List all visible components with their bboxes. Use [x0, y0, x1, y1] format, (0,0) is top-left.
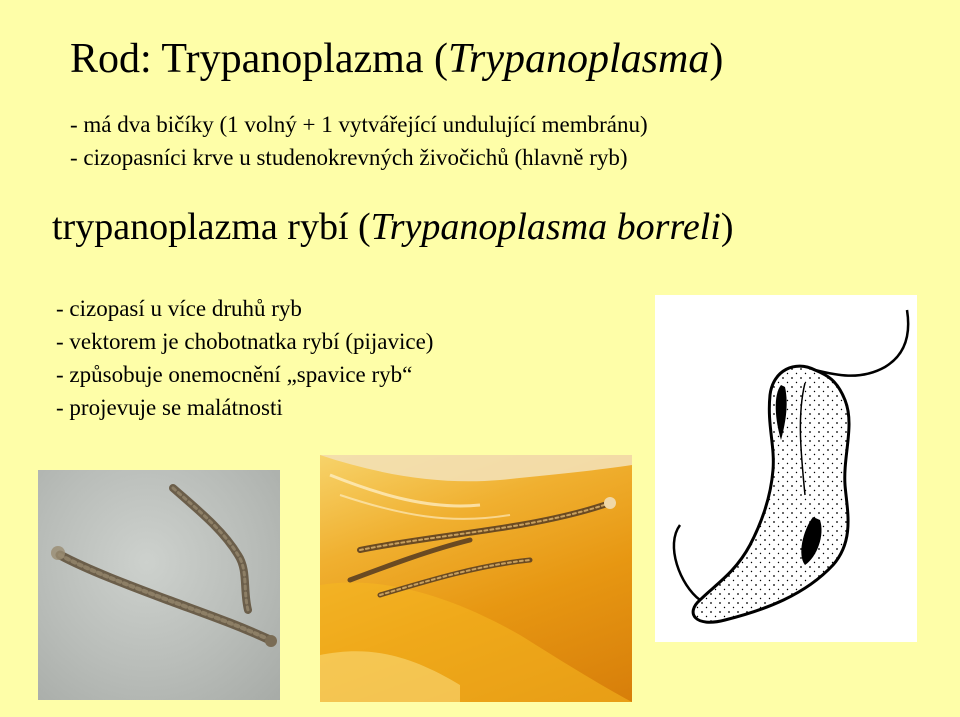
- leech-illustration: [38, 470, 280, 700]
- trypanoplasma-illustration: [655, 295, 917, 642]
- fish-illustration: [320, 455, 632, 702]
- species-bullet-list: [56, 292, 433, 424]
- species-bullet: - projevuje se malátnosti: [56, 395, 283, 420]
- genus-bullet: - cizopasníci krve u studenokrevných živočichů (hlavně ryb): [70, 145, 628, 170]
- species-bullet: - cizopasí u více druhů ryb: [56, 296, 302, 321]
- genus-bullet-list: [70, 108, 648, 174]
- species-bullet: - způsobuje onemocnění „spavice ryb“: [56, 362, 413, 387]
- slide-title: [70, 38, 723, 80]
- species-heading: [52, 208, 733, 246]
- species-close-paren: ): [720, 206, 734, 248]
- trypanoplasma-drawing: [655, 295, 917, 642]
- title-close-paren: ): [709, 36, 724, 82]
- title-latin-name: Trypanoplasma: [447, 36, 710, 82]
- leech-photo: [38, 470, 280, 700]
- fish-with-leeches-photo: [320, 455, 632, 702]
- genus-bullet: - má dva bičíky (1 volný + 1 vytvářející undulující membránu): [70, 112, 648, 137]
- title-text: Rod: Trypanoplazma (: [70, 36, 448, 82]
- species-latin-name: Trypanoplasma borreli: [370, 206, 721, 248]
- species-heading-text: trypanoplazma rybí (: [52, 206, 371, 248]
- species-bullet: - vektorem je chobotnatka rybí (pijavice): [56, 329, 434, 354]
